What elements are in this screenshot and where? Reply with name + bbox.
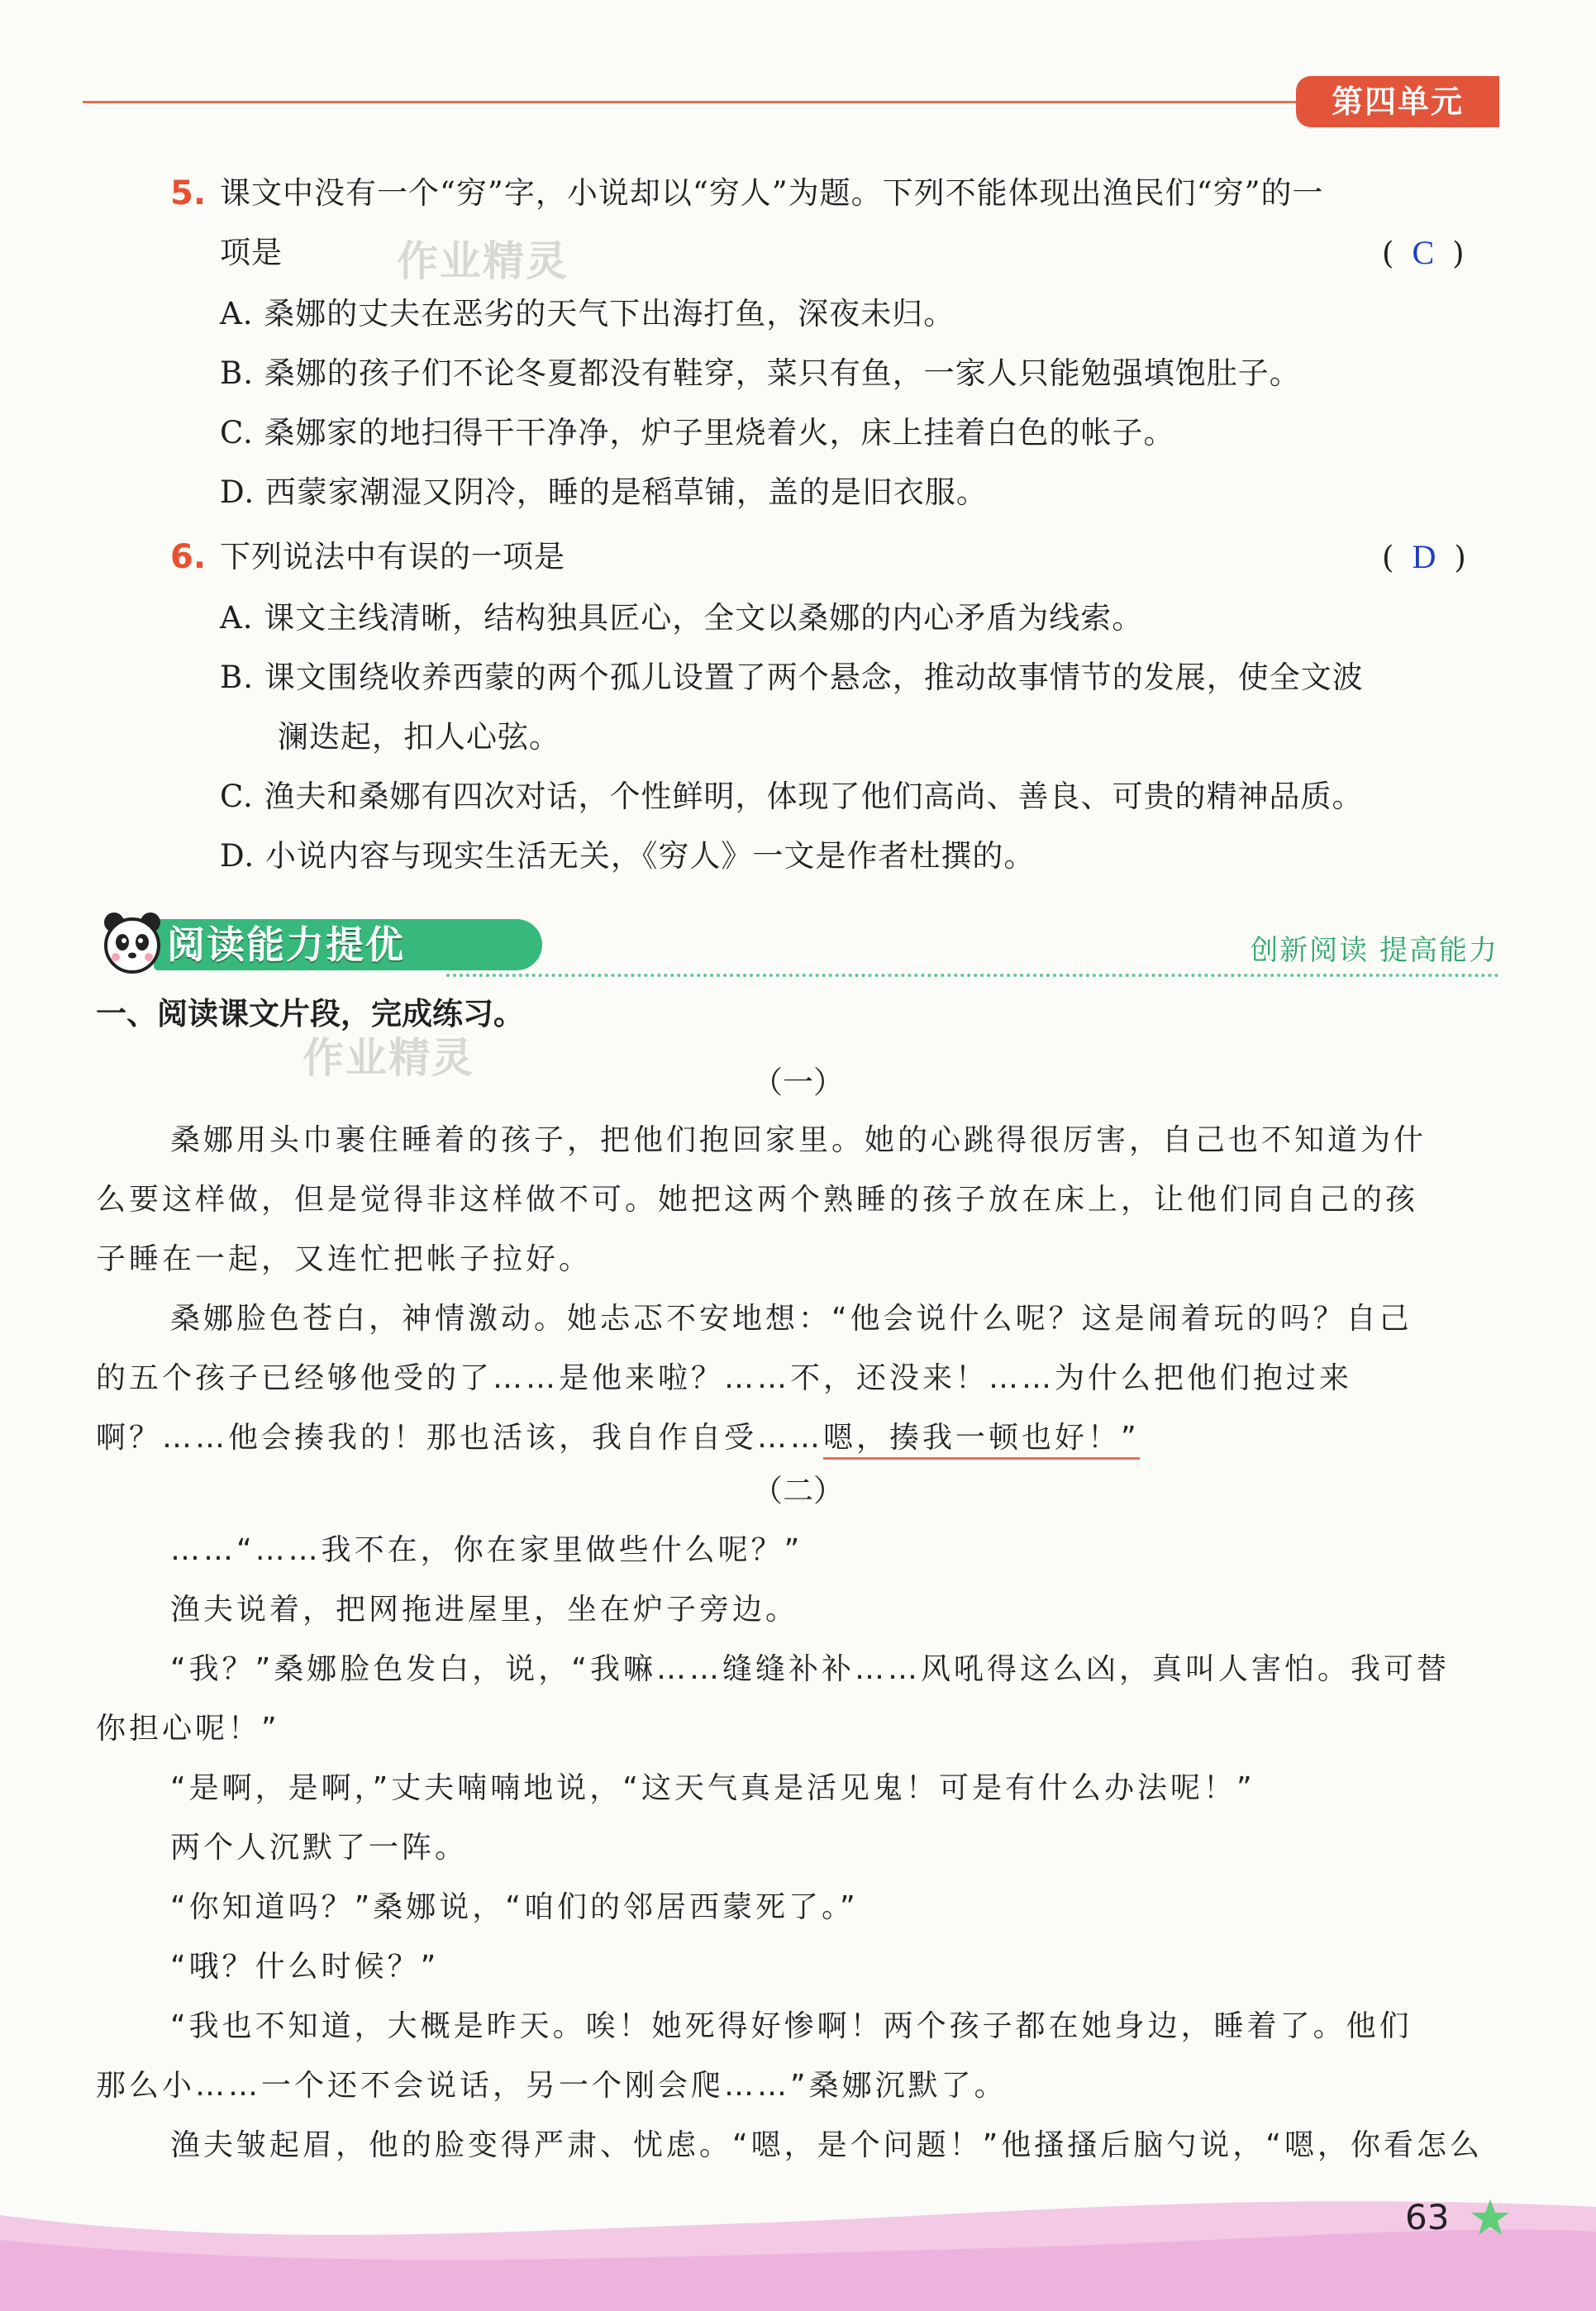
watermark-logo-2: 作业精灵 bbox=[303, 1034, 474, 1082]
passage-1-line-5: 的五个孩子已经够他受的了……是他来啦？……不，还没来！……为什么把他们抱过来 bbox=[96, 1361, 1353, 1395]
part-1-label: （一） bbox=[752, 1065, 844, 1100]
page-number: 63 bbox=[1405, 2197, 1450, 2237]
underlined-sentence: 嗯，揍我一顿也好！” bbox=[823, 1421, 1140, 1460]
passage-2-line-11: 渔夫皱起眉，他的脸变得严肃、忧虑。“嗯，是个问题！”他搔搔后脑勺说，“嗯，你看怎么 bbox=[170, 2128, 1483, 2162]
passage-2-line-3: “我？”桑娜脸色发白，说，“我嘛……缝缝补补……风吼得这么凶，真叫人害怕。我可替 bbox=[170, 1652, 1450, 1686]
section-title: 阅读能力提优 bbox=[167, 922, 405, 967]
footer-wave bbox=[0, 2182, 1596, 2311]
answer-6: D bbox=[1412, 538, 1436, 575]
passage-1-line-3: 子睡在一起，又连忙把帐子拉好。 bbox=[96, 1242, 593, 1276]
passage-2-line-10: 那么小……一个还不会说话，另一个刚会爬……”桑娜沉默了。 bbox=[96, 2069, 1008, 2103]
answer-bracket-6: ( D ) bbox=[1382, 538, 1466, 575]
passage-2-line-5: “是啊，是啊，”丈夫喃喃地说，“这天气真是活见鬼！可是有什么办法呢！” bbox=[170, 1771, 1255, 1805]
option-5c: C. 桑娜家的地扫得干干净净，炉子里烧着火，床上挂着白色的帐子。 bbox=[220, 415, 1175, 450]
question-number-6: 6. bbox=[170, 538, 207, 576]
unit-tab: 第四单元 bbox=[1296, 76, 1499, 127]
question-6-text: 下列说法中有误的一项是 bbox=[220, 539, 565, 574]
question-5-text-line-2: 项是 bbox=[220, 235, 283, 270]
dotted-divider bbox=[446, 974, 1499, 977]
passage-2-line-1: ……“……我不在，你在家里做些什么呢？” bbox=[170, 1533, 803, 1567]
option-6d: D. 小说内容与现实生活无关，《穷人》一文是作者杜撰的。 bbox=[220, 838, 1036, 874]
part-2-label: （二） bbox=[752, 1473, 844, 1508]
option-6c: C. 渔夫和桑娜有四次对话，个性鲜明，体现了他们高尚、善良、可贵的精神品质。 bbox=[220, 779, 1364, 814]
section-banner bbox=[99, 908, 446, 980]
passage-1-line-1: 桑娜用头巾裹住睡着的孩子，把他们抱回家里。她的心跳得很厉害，自己也不知道为什 bbox=[170, 1123, 1427, 1157]
section-subtitle: 创新阅读 提高能力 bbox=[1250, 934, 1498, 967]
passage-1-line-4: 桑娜脸色苍白，神情激动。她忐忑不安地想：“他会说什么呢？这是闹着玩的吗？自己 bbox=[170, 1302, 1413, 1336]
exercise-title: 一、阅读课文片段，完成练习。 bbox=[96, 996, 524, 1032]
option-5d: D. 西蒙家潮湿又阴冷，睡的是稻草铺，盖的是旧衣服。 bbox=[220, 474, 988, 510]
question-number-5: 5. bbox=[170, 174, 207, 212]
question-5-text-line-1: 课文中没有一个“穷”字，小说却以“穷人”为题。下列不能体现出渔民们“穷”的一 bbox=[220, 175, 1324, 211]
passage-2-line-9: “我也不知道，大概是昨天。唉！她死得好惨啊！两个孩子都在她身边，睡着了。他们 bbox=[170, 2009, 1413, 2043]
star-icon bbox=[1470, 2197, 1511, 2238]
option-6b: B. 课文围绕收养西蒙的两个孤儿设置了两个悬念，推动故事情节的发展，使全文波 bbox=[220, 660, 1364, 695]
passage-2-line-2: 渔夫说着，把网拖进屋里，坐在炉子旁边。 bbox=[170, 1593, 799, 1627]
passage-2-line-7: “你知道吗？”桑娜说，“咱们的邻居西蒙死了。” bbox=[170, 1890, 859, 1924]
passage-2-line-6: 两个人沉默了一阵。 bbox=[170, 1831, 469, 1865]
panda-icon bbox=[99, 908, 167, 980]
passage-2-line-4: 你担心呢！” bbox=[96, 1712, 280, 1746]
watermark-logo: 作业精灵 bbox=[397, 237, 569, 285]
header-rule bbox=[83, 101, 1298, 103]
passage-1-line-6 bbox=[96, 1420, 1140, 1456]
passage-1-line-2: 么要这样做，但是觉得非这样做不可。她把这两个熟睡的孩子放在床上，让他们同自己的孩 bbox=[96, 1183, 1419, 1217]
answer-bracket-5: ( C ) bbox=[1382, 234, 1465, 271]
option-5a: A. 桑娜的丈夫在恶劣的天气下出海打鱼，深夜未归。 bbox=[220, 296, 955, 331]
passage-2-line-8: “哦？什么时候？” bbox=[170, 1950, 440, 1984]
option-6a: A. 课文主线清晰，结构独具匠心，全文以桑娜的内心矛盾为线索。 bbox=[220, 600, 1144, 636]
option-6b-cont: 澜迭起，扣人心弦。 bbox=[278, 719, 560, 755]
answer-5: C bbox=[1412, 234, 1435, 271]
option-5b: B. 桑娜的孩子们不论冬夏都没有鞋穿，菜只有鱼，一家人只能勉强填饱肚子。 bbox=[220, 355, 1301, 391]
passage-1-line-6-text: 啊？……他会揍我的！那也活该，我自作自受…… bbox=[96, 1421, 824, 1455]
